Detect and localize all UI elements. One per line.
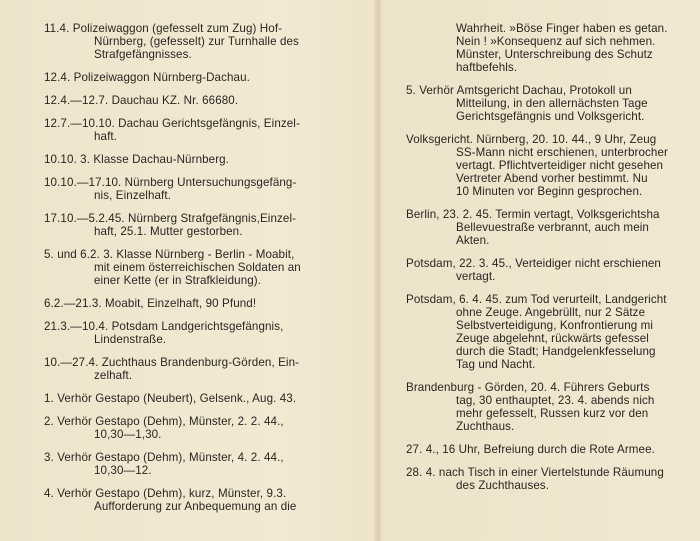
entry-line: einer Kette (er in Strafkleidung). <box>94 274 262 287</box>
entry-line: 10 Minuten vor Beginn gesprochen. <box>456 185 643 198</box>
entry-line: mit einem österreichischen Soldaten an <box>94 261 301 274</box>
chronology-entry <box>44 117 362 143</box>
chronology-entry <box>44 22 362 61</box>
entry-line: SS-Mann nicht erschienen, unterbrocher <box>456 146 668 159</box>
entry-line: 3. Verhör Gestapo (Dehm), Münster, 4. 2. 44., <box>44 451 284 464</box>
entry-line: 1. Verhör Gestapo (Neubert), Gelsenk., Aug. 43. <box>44 392 297 405</box>
entry-line: vertagt. <box>456 270 496 283</box>
entry-line: Selbstverteidigung, Konfrontierung mi <box>456 319 654 332</box>
entry-line: 28. 4. nach Tisch in einer Viertelstunde Räumung <box>406 466 664 479</box>
chronology-entry <box>44 297 362 310</box>
entry-line: 12.4. Polizeiwaggon Nürnberg-Dachau. <box>44 71 250 84</box>
entry-line: Zeuge abgelehnt, rückwärts gefessel <box>456 332 649 345</box>
entry-line: 4. Verhör Gestapo (Dehm), kurz, Münster, 9.3. <box>44 487 287 500</box>
entry-line: Tag und Nacht. <box>456 358 536 371</box>
entry-line: 10.10. 3. Klasse Dachau-Nürnberg. <box>44 153 230 166</box>
entry-line: Brandenburg - Görden, 20. 4. Führers Geburts <box>406 381 650 394</box>
chronology-entry <box>44 320 362 346</box>
entry-line: Nürnberg, (gefesselt) zur Turnhalle des <box>94 35 299 48</box>
chronology-entry <box>44 392 362 405</box>
entry-line: durch die Stadt; Handgelenkfesselung <box>456 345 656 358</box>
chronology-entry <box>44 451 362 477</box>
entry-line: 12.4.—12.7. Dauchau KZ. Nr. 66680. <box>44 94 239 107</box>
chronology-entry <box>406 133 700 198</box>
entry-line: haft, 25.1. Mutter gestorben. <box>94 225 243 238</box>
chronology-entry <box>44 356 362 382</box>
chronology-entry <box>406 208 700 247</box>
entry-line: Gerichtsgefängnis und Volksgericht. <box>456 110 645 123</box>
chronology-entry <box>44 71 362 84</box>
entry-line: 2. Verhör Gestapo (Dehm), Münster, 2. 2. 44., <box>44 415 284 428</box>
chronology-entry <box>44 415 362 441</box>
entry-line: haft. <box>94 130 118 143</box>
right-column <box>406 22 700 502</box>
entry-line: mehr gefesselt, Russen kurz vor den <box>456 407 649 420</box>
entry-line: Mitteilung, in den allernächsten Tage <box>456 97 648 110</box>
entry-line: 10,30—1,30. <box>94 428 162 441</box>
entry-line: Lindenstraße. <box>94 333 167 346</box>
left-column <box>44 22 362 523</box>
entry-line: Volksgericht. Nürnberg, 20. 10. 44., 9 Uhr, Zeug <box>406 133 657 146</box>
chronology-entry <box>44 153 362 166</box>
entry-line: Strafgefängnisses. <box>94 48 192 61</box>
entry-line: des Zuchthauses. <box>456 479 550 492</box>
chronology-entry <box>44 212 362 238</box>
entry-line: tag, 30 enthauptet, 23. 4. abends nich <box>456 394 655 407</box>
entry-line: 12.7.—10.10. Dachau Gerichtsgefängnis, Einzel- <box>44 117 300 130</box>
chronology-entry <box>44 94 362 107</box>
entry-line: 5. Verhör Amtsgericht Dachau, Protokoll un <box>406 84 632 97</box>
entry-line: Wahrheit. »Böse Finger haben es getan. <box>456 22 668 35</box>
chronology-entry <box>406 257 700 283</box>
entry-line: Aufforderung zur Anbequemung an die <box>94 500 297 513</box>
entry-line: 10.—27.4. Zuchthaus Brandenburg-Görden, Ein- <box>44 356 300 369</box>
entry-line: Vertreter Abend vorher bestimmt. Nu <box>456 172 648 185</box>
chronology-entry <box>406 293 700 371</box>
entry-line: Bellevuestraße verbrannt, auch mein <box>456 221 649 234</box>
entry-line: Akten. <box>456 234 490 247</box>
entry-line: ohne Zeuge. Angebrüllt, nur 2 Sätze <box>456 306 646 319</box>
entry-line: 27. 4., 16 Uhr, Befreiung durch die Rote Armee. <box>406 443 655 456</box>
entry-line: 6.2.—21.3. Moabit, Einzelhaft, 90 Pfund! <box>44 297 257 310</box>
entry-line: vertagt. Pflichtverteidiger nicht gesehen <box>456 159 664 172</box>
entry-line: Münster, Unterschreibung des Schutz <box>456 48 653 61</box>
entry-line: 5. und 6.2. 3. Klasse Nürnberg - Berlin - Moabit, <box>44 248 295 261</box>
chronology-entry <box>44 487 362 513</box>
entry-line: nis, Einzelhaft. <box>94 189 171 202</box>
entry-line: Nein ! »Konsequenz auf sich nehmen. <box>456 35 656 48</box>
entry-line: 10,30—12. <box>94 464 152 477</box>
chronology-entry <box>406 22 700 74</box>
entry-line: 21.3.—10.4. Potsdam Landgerichtsgefängnis, <box>44 320 284 333</box>
entry-line: haftbefehls. <box>456 61 518 74</box>
chronology-entry <box>44 248 362 287</box>
page-fold <box>373 0 383 541</box>
entry-line: Potsdam, 22. 3. 45., Verteidiger nicht erschienen <box>406 257 661 270</box>
entry-line: zelhaft. <box>94 369 133 382</box>
chronology-entry <box>406 443 700 456</box>
chronology-entry <box>406 381 700 433</box>
entry-line: Potsdam, 6. 4. 45. zum Tod verurteilt, Landgericht <box>406 293 667 306</box>
entry-line: 11.4. Polizeiwaggon (gefesselt zum Zug) Hof- <box>44 22 283 35</box>
chronology-entry <box>406 466 700 492</box>
entry-line: Zuchthaus. <box>456 420 515 433</box>
entry-line: 17.10.—5.2.45. Nürnberg Strafgefängnis,Einzel- <box>44 212 297 225</box>
chronology-entry <box>406 84 700 123</box>
entry-line: Berlin, 23. 2. 45. Termin vertagt, Volksgerichtsha <box>406 208 660 221</box>
chronology-entry <box>44 176 362 202</box>
entry-line: 10.10.—17.10. Nürnberg Untersuchungsgefäng- <box>44 176 297 189</box>
